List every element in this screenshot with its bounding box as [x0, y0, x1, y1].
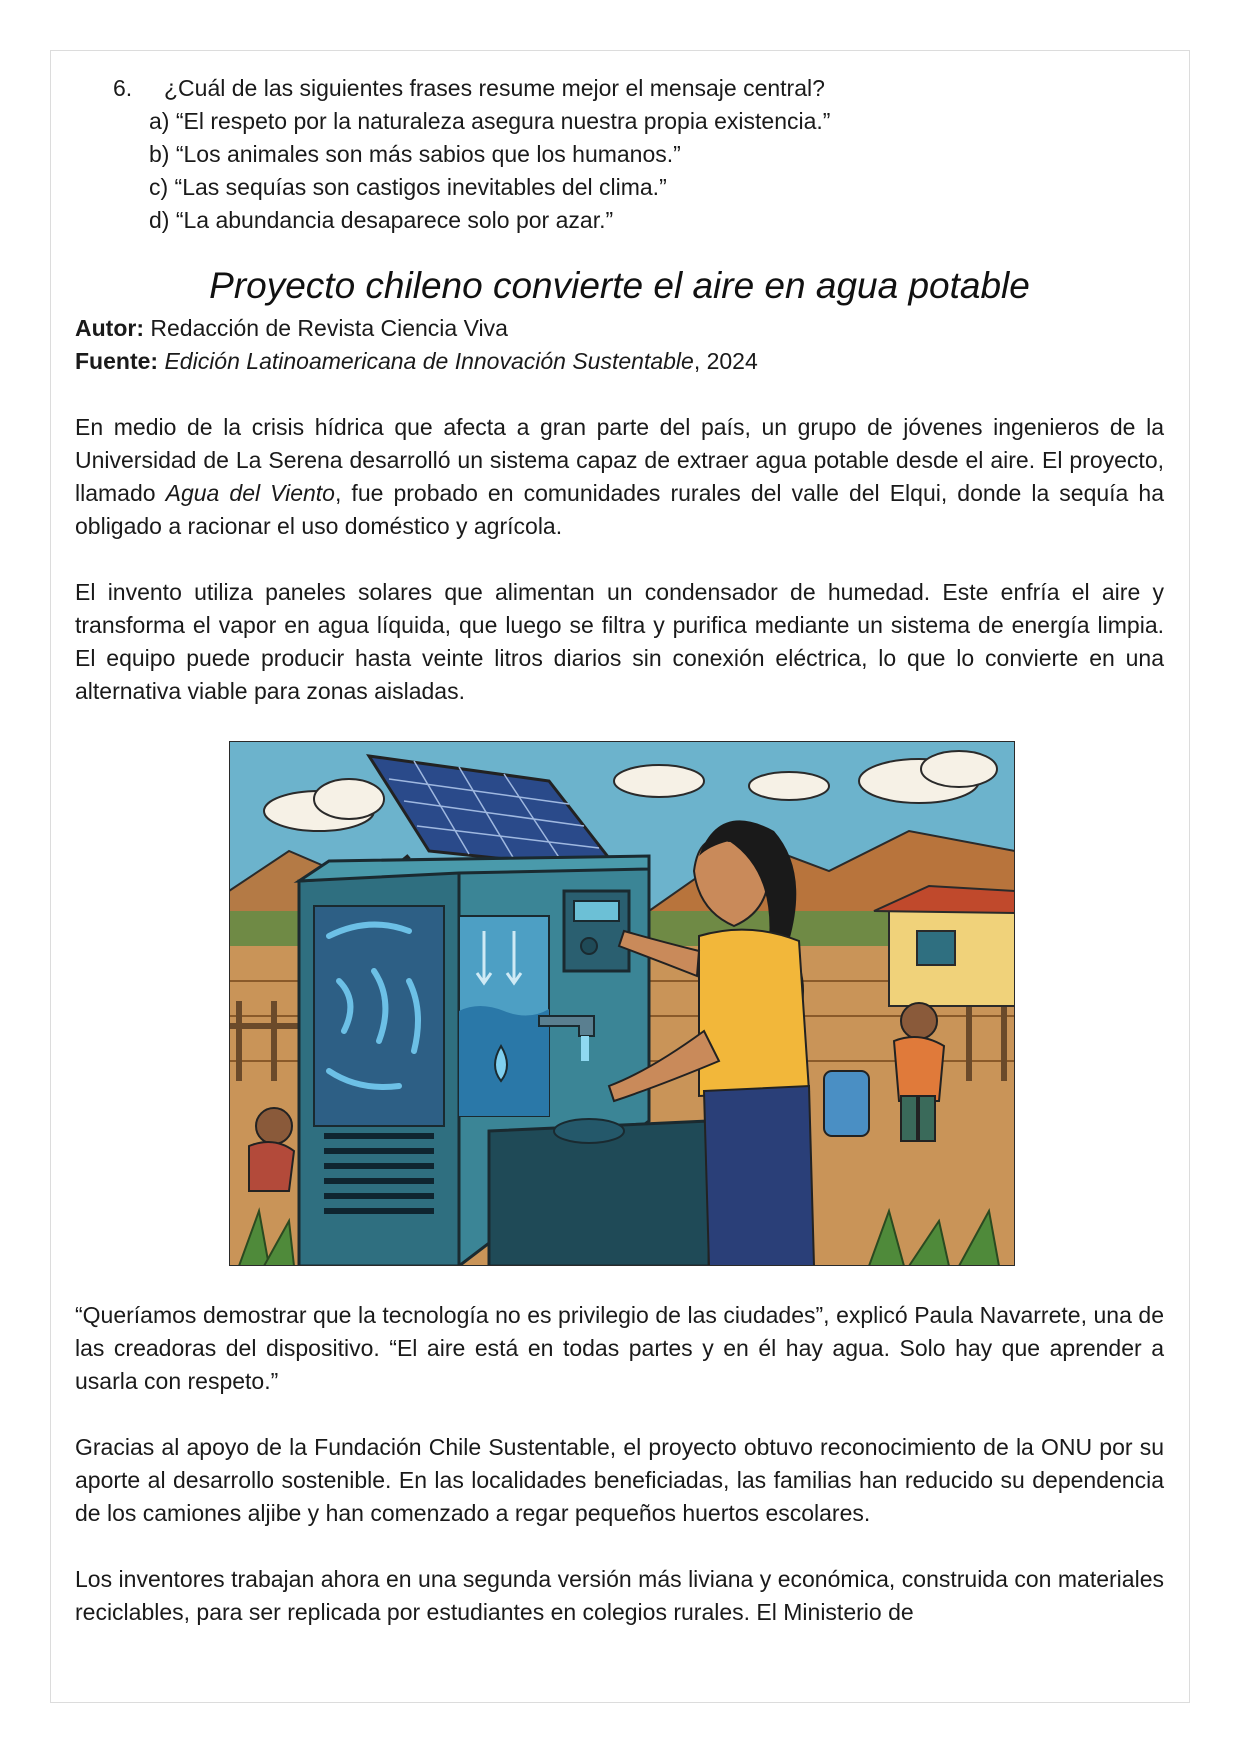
- water-bottle: [824, 1071, 869, 1136]
- paragraph-1-end: , fue probado en comunidades rurales del valle del Elqui, donde la sequía ha obligado a racionar el uso doméstico y agrícola.: [75, 480, 1164, 539]
- option-d: d) “La abundancia desaparece solo por azar.”: [149, 207, 614, 233]
- question-options: [75, 105, 1164, 237]
- water-machine: [299, 856, 709, 1266]
- question-text: ¿Cuál de las siguientes frases resume mejor el mensaje central?: [164, 75, 825, 101]
- paragraph-5: Los inventores trabajan ahora en una segunda versión más liviana y económica, construida con materiales reciclables, para ser replicada por estudiantes en colegios rurales. El Ministerio de: [75, 1566, 1164, 1625]
- document-content: [75, 72, 1164, 1629]
- article-title: Proyecto chileno convierte el aire en agua potable: [209, 265, 1030, 306]
- option-c: c) “Las sequías son castigos inevitables del clima.”: [149, 174, 667, 200]
- control-button: [581, 938, 597, 954]
- paragraph-2: El invento utiliza paneles solares que alimentan un condensador de humedad. Este enfría el aire y transforma el vapor en agua líquida, que luego se filtra y purifica mediante un sistema de energía limpia. El equipo puede producir hasta veinte litros diarios sin conexión eléctrica, lo que lo convierte en una alternativa viable para zonas aisladas.: [75, 579, 1164, 704]
- source-title: Edición Latinoamericana de Innovación Sustentable: [164, 348, 694, 374]
- author-value: Redacción de Revista Ciencia Viva: [150, 315, 508, 341]
- paragraph-1: [75, 411, 1164, 543]
- display-screen: [574, 901, 619, 921]
- question-6: [75, 72, 1164, 105]
- article-author: [75, 312, 1164, 345]
- water-stream: [581, 1036, 589, 1061]
- project-name: Agua del Viento: [165, 480, 335, 506]
- source-label: Fuente:: [75, 348, 159, 374]
- option-a: a) “El respeto por la naturaleza asegura nuestra propia existencia.”: [149, 108, 831, 134]
- author-label: Autor:: [75, 315, 144, 341]
- paragraph-4: Gracias al apoyo de la Fundación Chile Sustentable, el proyecto obtuvo reconocimiento de la ONU por su aporte al desarrollo sostenible. En las localidades beneficiadas, las familias han reducido su dependencia de los camiones aljibe y han comenzado a regar pequeños huertos escolares.: [75, 1434, 1164, 1526]
- illustration-svg: [229, 741, 1015, 1266]
- illustration: [229, 741, 1015, 1266]
- paragraph-3: “Queríamos demostrar que la tecnología no es privilegio de las ciudades”, explicó Paula Navarrete, una de las creadoras del dispositivo. “El aire está en todas partes y en él hay agua. Solo hay que aprender a usarla con respeto.”: [75, 1302, 1164, 1394]
- paragraph-1-start: En medio de la crisis hídrica que afecta a gran parte del país, un grupo de jóvenes ingenieros de la Universidad de La Serena desarrolló un sistema capaz de extraer agua potable desde el aire. El proyecto, llamado: [75, 414, 1164, 506]
- source-year: , 2024: [693, 348, 758, 374]
- house-window: [917, 931, 955, 965]
- question-number: 6.: [113, 75, 133, 101]
- article-source: [75, 345, 1164, 378]
- option-b: b) “Los animales son más sabios que los humanos.”: [149, 141, 681, 167]
